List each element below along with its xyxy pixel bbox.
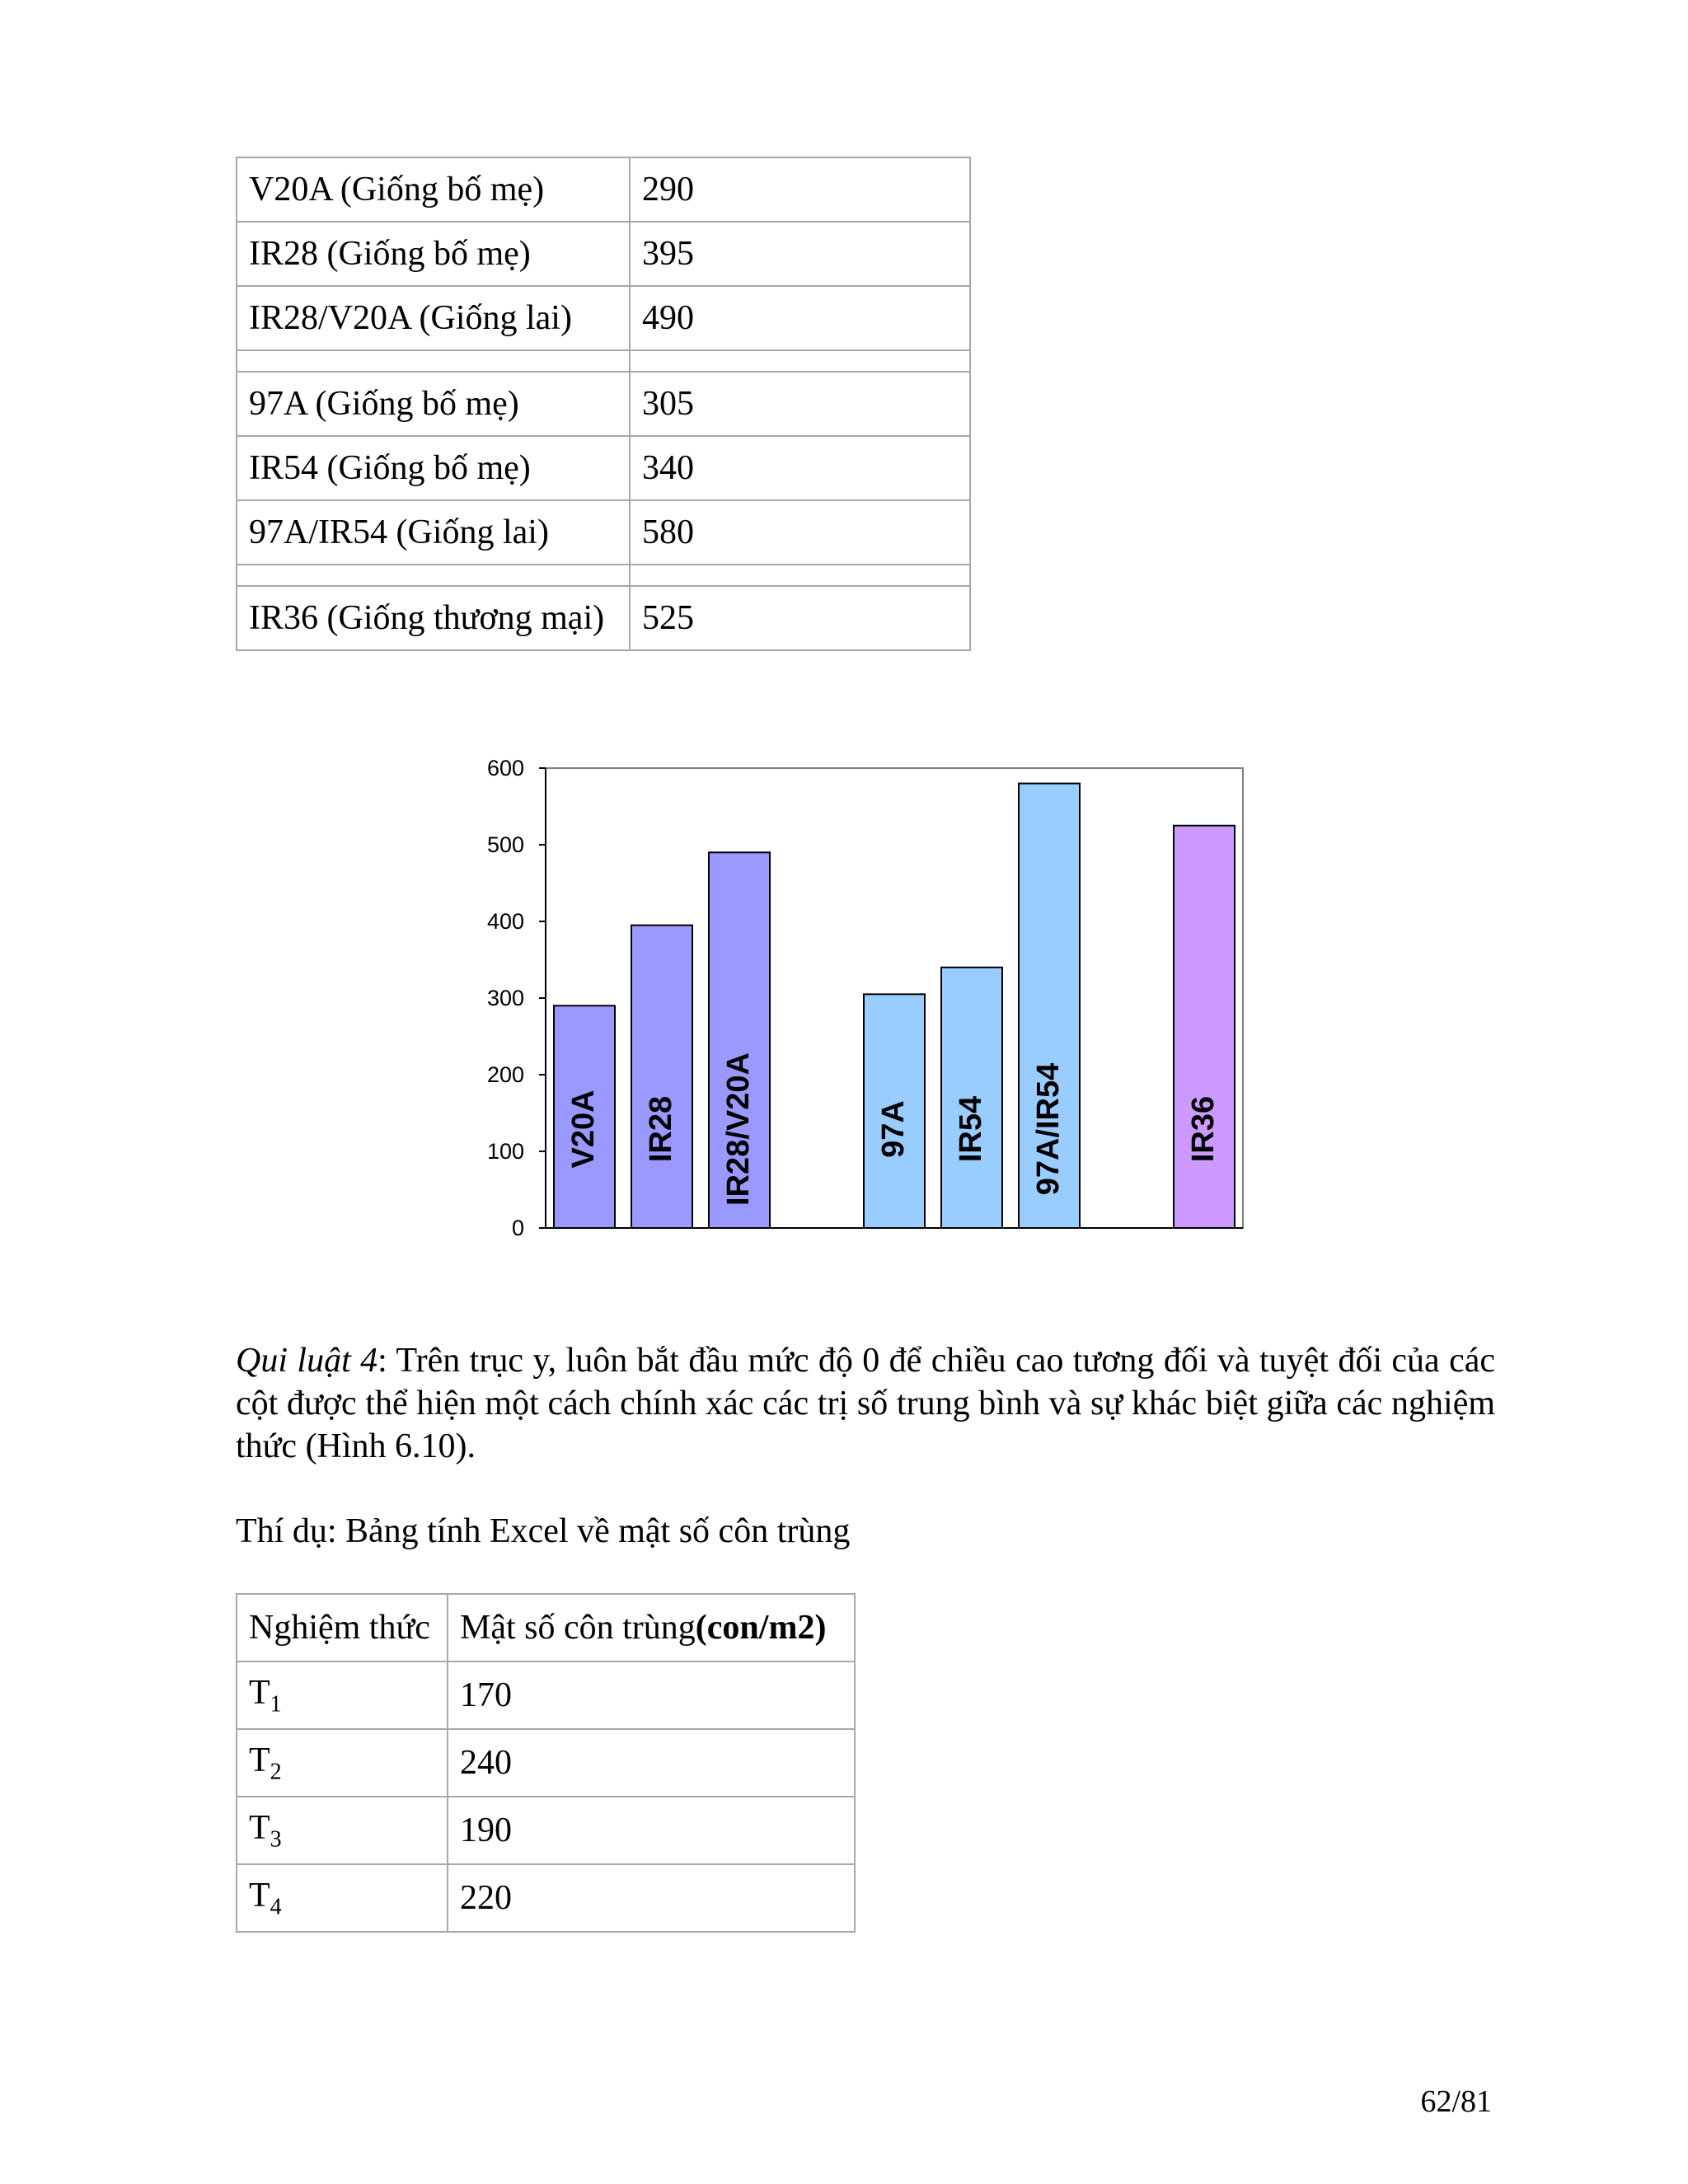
yield-cell: 305 [630, 372, 970, 436]
bar-label: IR54 [954, 1095, 988, 1163]
y-tick-label: 0 [511, 1216, 524, 1240]
treatment-symbol: T [249, 1673, 270, 1712]
bar-label: IR28 [644, 1095, 678, 1163]
rule-text: : Trên trục y, luôn bắt đầu mức độ 0 để chiều cao tương đối và tuyệt đối của các cột được thể hiện một cách chính xác các trị số trung bình và sự khác biệt giữa các nghiệm thức (Hình 6.10). [236, 1342, 1496, 1465]
rule-label: Qui luật 4 [236, 1342, 378, 1380]
treatment-cell [237, 1864, 448, 1932]
insect-table [236, 1593, 856, 1933]
table-row [237, 586, 970, 650]
density-cell: 190 [448, 1797, 855, 1864]
header-density-unit: (con/m2) [695, 1609, 827, 1647]
variety-cell: IR28/V20A (Giống lai) [237, 286, 630, 350]
treatment-subscript: 2 [270, 1759, 282, 1785]
density-cell: 220 [448, 1864, 855, 1932]
rule-paragraph [236, 1339, 1495, 1468]
y-tick-label: 500 [486, 832, 524, 857]
header-density [448, 1594, 855, 1661]
bar [631, 926, 692, 1228]
yield-cell: 340 [630, 436, 970, 500]
table-row [237, 1864, 855, 1932]
table-row [237, 222, 970, 286]
treatment-subscript: 3 [270, 1826, 282, 1853]
yield-cell: 580 [630, 500, 970, 565]
example-paragraph: Thí dụ: Bảng tính Excel về mật số côn trùng [236, 1512, 851, 1550]
spacer-row [237, 350, 970, 372]
y-tick-label: 300 [486, 986, 524, 1010]
variety-cell: IR28 (Giống bố mẹ) [237, 222, 630, 286]
y-tick-label: 600 [486, 756, 524, 780]
yield-bar-chart [470, 746, 1294, 1257]
table-row [237, 1729, 855, 1797]
yield-cell: 395 [630, 222, 970, 286]
table-row [237, 500, 970, 565]
empty-cell [237, 565, 630, 586]
yield-table [236, 157, 971, 651]
treatment-symbol: T [249, 1741, 270, 1779]
bar-label: 97A/IR54 [1031, 1062, 1066, 1196]
treatment-cell [237, 1661, 448, 1729]
table-row [237, 1797, 855, 1864]
table-row [237, 286, 970, 350]
y-tick-label: 100 [486, 1139, 524, 1164]
table-row [237, 436, 970, 500]
treatment-cell [237, 1797, 448, 1864]
table-row [237, 372, 970, 436]
header-treatment: Nghiệm thức [237, 1594, 448, 1661]
bar-label: V20A [566, 1090, 601, 1169]
header-density-label: Mật số côn trùng [460, 1609, 696, 1647]
bar [1174, 826, 1235, 1228]
table-header-row [237, 1594, 855, 1661]
bar-label: 97A [876, 1100, 911, 1158]
spacer-row [237, 565, 970, 586]
treatment-subscript: 1 [270, 1691, 282, 1718]
bar-label: IR28/V20A [721, 1052, 756, 1206]
density-cell: 170 [448, 1661, 855, 1729]
treatment-cell [237, 1729, 448, 1797]
empty-cell [630, 565, 970, 586]
treatment-symbol: T [249, 1876, 270, 1915]
treatment-symbol: T [249, 1808, 270, 1847]
variety-cell: 97A (Giống bố mẹ) [237, 372, 630, 436]
page-number: 62/81 [1420, 2084, 1492, 2119]
bar-label: IR36 [1186, 1095, 1221, 1163]
empty-cell [237, 350, 630, 372]
variety-cell: IR36 (Giống thương mại) [237, 586, 630, 650]
variety-cell: IR54 (Giống bố mẹ) [237, 436, 630, 500]
treatment-subscript: 4 [270, 1894, 282, 1920]
table-row [237, 157, 970, 222]
empty-cell [630, 350, 970, 372]
yield-cell: 490 [630, 286, 970, 350]
y-tick-label: 200 [486, 1062, 524, 1087]
variety-cell: V20A (Giống bố mẹ) [237, 157, 630, 222]
yield-cell: 525 [630, 586, 970, 650]
variety-cell: 97A/IR54 (Giống lai) [237, 500, 630, 565]
density-cell: 240 [448, 1729, 855, 1797]
y-tick-label: 400 [486, 909, 524, 934]
table-row [237, 1661, 855, 1729]
yield-cell: 290 [630, 157, 970, 222]
